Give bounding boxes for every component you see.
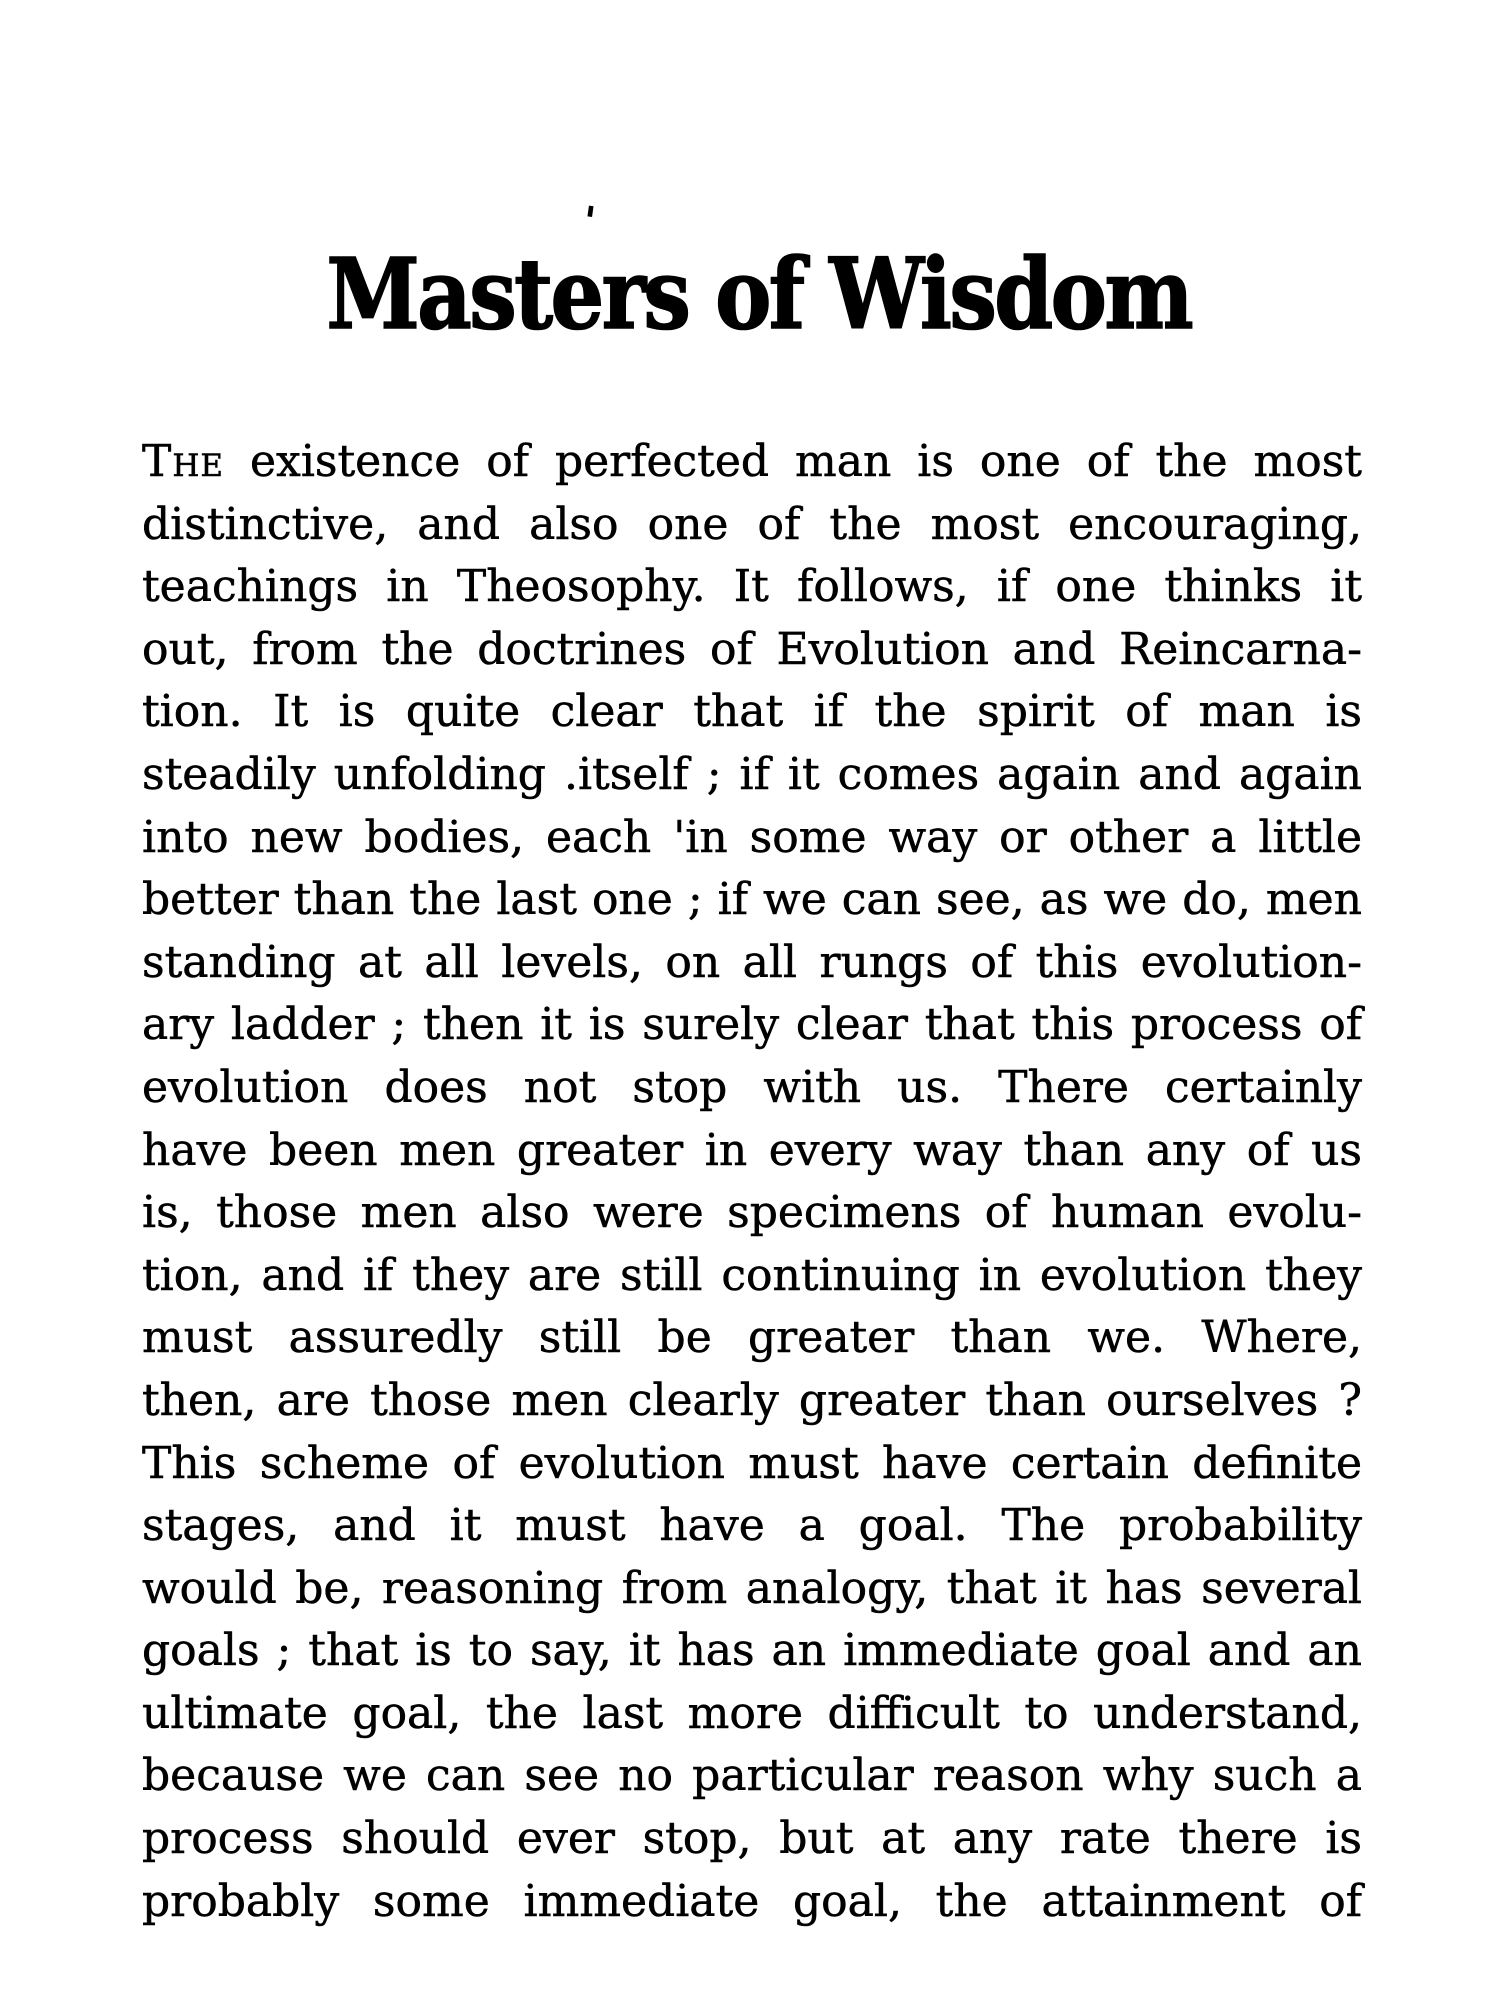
text-line: goals ; that is to say, it has an immediate goal and an (142, 1625, 1362, 1677)
text-line: standing at all levels, on all rungs of this evolution- (142, 936, 1362, 988)
text-line (142, 431, 1362, 494)
text-line: ary ladder ; then it is surely clear that this process of (142, 999, 1362, 1051)
opening-word: The (142, 436, 225, 487)
text-line: probably some immediate goal, the attainment of (142, 1875, 1362, 1927)
text-line: because we can see no particular reason why such a (142, 1750, 1362, 1802)
text-line: ultimate goal, the last more difficult to understand, (142, 1687, 1362, 1739)
text-line: then, are those men clearly greater than ourselves ? (142, 1374, 1362, 1426)
text-line: process should ever stop, but at any rate there is (142, 1813, 1362, 1865)
text-line: evolution does not stop with us. There certainly (142, 1061, 1362, 1113)
body-text-block (142, 431, 1362, 1933)
text-line: must assuredly still be greater than we. Where, (142, 1312, 1362, 1364)
text-line: is, those men also were specimens of human evolu- (142, 1187, 1362, 1239)
text-line: would be, reasoning from analogy, that it has several (142, 1562, 1362, 1614)
text-line: teachings in Theosophy. It follows, if one thinks it (142, 561, 1362, 613)
ink-speck-mark: ' (579, 197, 599, 246)
text-line: stages, and it must have a goal. The probability (142, 1500, 1362, 1552)
text-line: tion, and if they are still continuing in evolution they (142, 1249, 1362, 1301)
text-line: into new bodies, each 'in some way or other a little (142, 811, 1362, 863)
text-line: out, from the doctrines of Evolution and Reincarna- (142, 623, 1362, 675)
opening-rest: existence of perfected man is one of the most (224, 436, 1362, 487)
text-line: tion. It is quite clear that if the spirit of man is (142, 686, 1362, 738)
text-line: steadily unfolding .itself ; if it comes again and again (142, 748, 1362, 800)
text-line: distinctive, and also one of the most encouraging, (142, 498, 1362, 550)
text-line: This scheme of evolution must have certain definite (142, 1437, 1362, 1489)
page-title: Masters of Wisdom (326, 237, 1192, 351)
text-line: better than the last one ; if we can see, as we do, men (142, 874, 1362, 926)
text-line: have been men greater in every way than any of us (142, 1124, 1362, 1176)
